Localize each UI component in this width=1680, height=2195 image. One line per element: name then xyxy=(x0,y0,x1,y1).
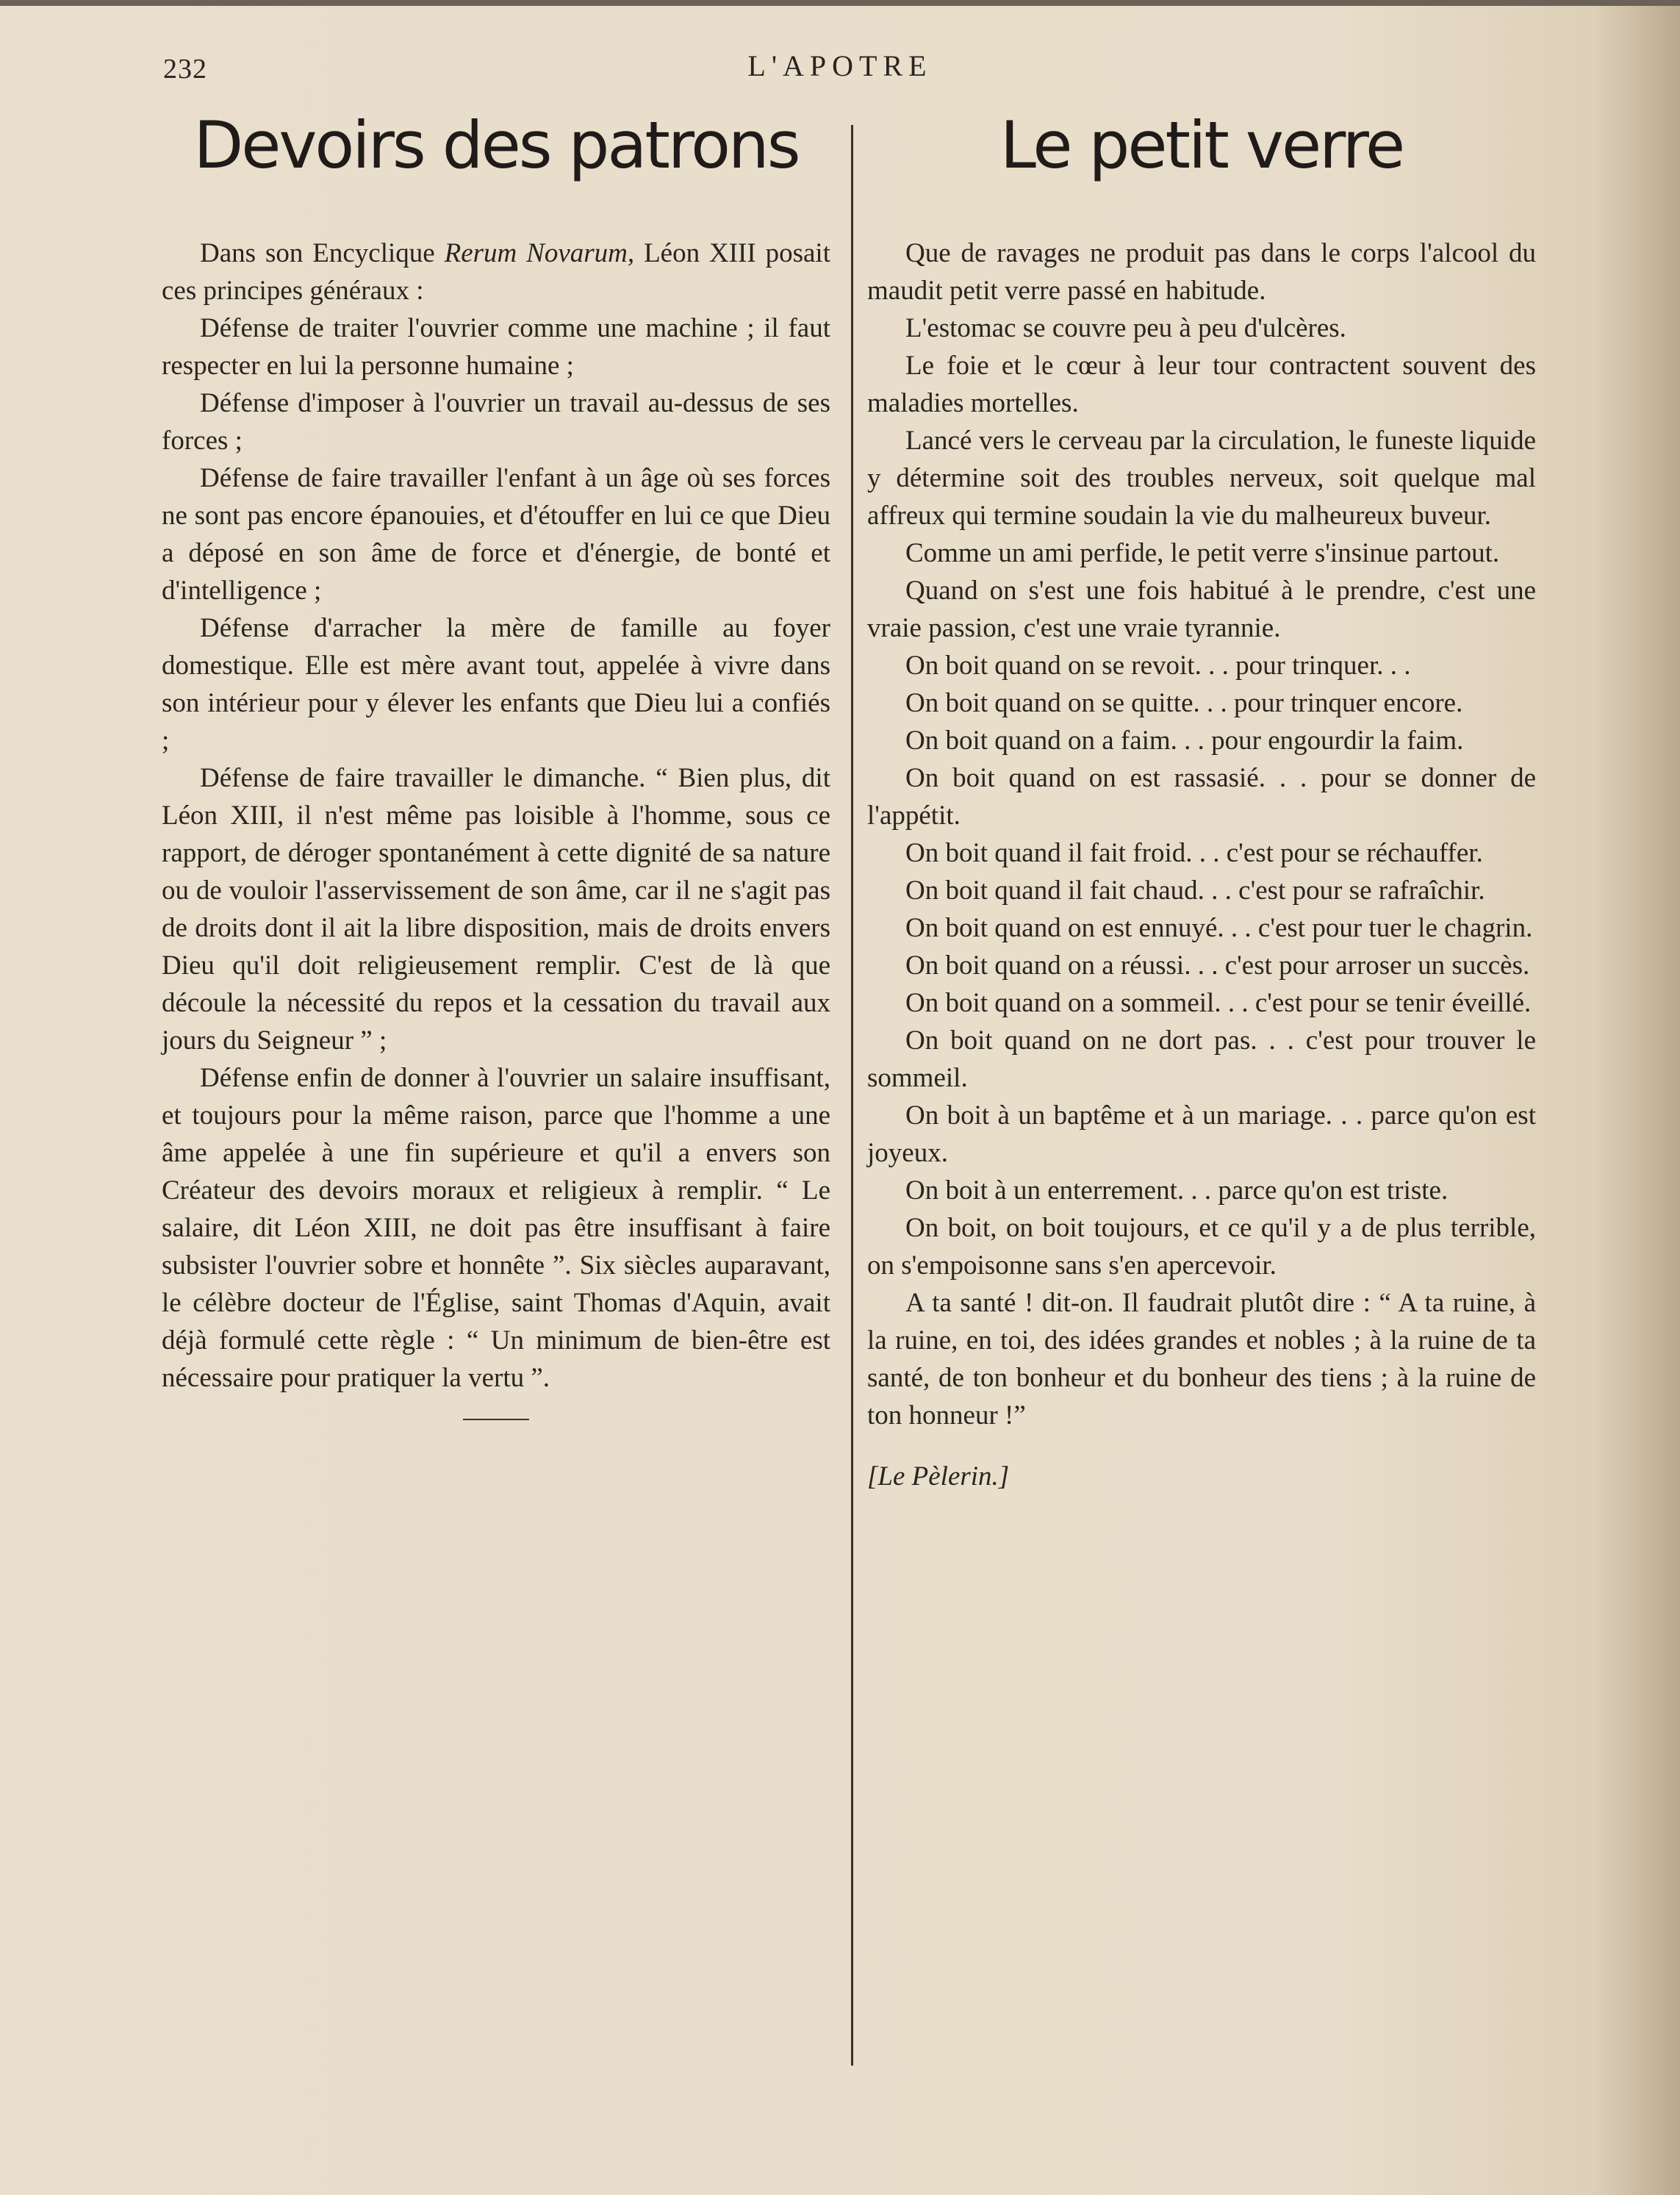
right-paragraph: On boit quand on a faim. . . pour engourdir la faim. xyxy=(905,725,1464,756)
article-end-rule xyxy=(463,1419,529,1420)
right-paragraph: On boit quand on a réussi. . . c'est pour arroser un succès. xyxy=(905,950,1530,981)
intro-text-end: Léon XIII posait ces principes généraux : xyxy=(162,237,830,306)
right-paragraph: On boit à un baptême et à un mariage. . . parce qu'on est joyeux. xyxy=(867,1100,1536,1168)
right-paragraph: On boit quand on est ennuyé. . . c'est pour tuer le chagrin. xyxy=(905,912,1533,943)
right-paragraph: A ta santé ! dit-on. Il faudrait plutôt dire : “ A ta ruine, à la ruine, en toi, des idées grandes et nobles ; à la ruine de ta santé, de ton bonheur et du bonheur des tiens ; à la ruine de ton honneur !” xyxy=(867,1287,1536,1430)
left-article-title: Devoirs des patrons xyxy=(193,107,799,183)
right-paragraph: On boit quand on se revoit. . . pour trinquer. . . xyxy=(905,650,1411,681)
right-paragraph: On boit quand on ne dort pas. . . c'est pour trouver le sommeil. xyxy=(867,1025,1536,1093)
right-paragraph: Lancé vers le cerveau par la circulation, le funeste liquide y détermine soit des troubles nerveux, soit quelque mal affreux qui termine soudain la vie du malheureux buveur. xyxy=(867,425,1536,531)
left-paragraph: Défense de faire travailler l'enfant à un âge où ses forces ne sont pas encore épanouies, et d'étouffer en lui ce que Dieu a déposé en son âme de force et d'énergie, de bonté et d'intelligence ; xyxy=(162,462,830,606)
page-number: 232 xyxy=(163,54,207,85)
right-paragraph: L'estomac se couvre peu à peu d'ulcères. xyxy=(905,312,1346,343)
right-paragraph: On boit quand on est rassasié. . . pour se donner de l'appétit. xyxy=(867,762,1536,831)
source-citation: [Le Pèlerin.] xyxy=(867,1461,1010,1492)
top-border-rule xyxy=(0,0,1680,6)
running-head: L'APOTRE xyxy=(747,49,933,82)
right-paragraph: On boit à un enterrement. . . parce qu'on est triste. xyxy=(905,1175,1449,1206)
right-article-title: Le petit verre xyxy=(999,107,1404,183)
right-paragraph: Le foie et le cœur à leur tour contractent souvent des maladies mortelles. xyxy=(867,350,1536,418)
column-divider xyxy=(851,125,853,2066)
right-paragraph: On boit quand il fait froid. . . c'est pour se réchauffer. xyxy=(905,837,1483,868)
right-paragraph: Comme un ami perfide, le petit verre s'insinue partout. xyxy=(905,537,1500,568)
left-article xyxy=(162,107,830,1420)
left-article-intro xyxy=(162,234,830,309)
right-paragraph: Que de ravages ne produit pas dans le corps l'alcool du maudit petit verre passé en habitude. xyxy=(867,237,1536,306)
left-paragraph: Défense d'imposer à l'ouvrier un travail au-dessus de ses forces ; xyxy=(162,387,830,456)
intro-text: Dans son Encyclique xyxy=(200,237,445,268)
left-paragraph: Défense d'arracher la mère de famille au foyer domestique. Elle est mère avant tout, appelée à vivre dans son intérieur pour y élever les enfants que Dieu lui a confiés ; xyxy=(162,612,830,756)
right-article xyxy=(867,107,1536,1495)
left-paragraph: Défense de traiter l'ouvrier comme une machine ; il faut respecter en lui la personne humaine ; xyxy=(162,312,830,381)
right-paragraph: On boit quand il fait chaud. . . c'est pour se rafraîchir. xyxy=(905,875,1485,906)
left-paragraph: Défense de faire travailler le dimanche. “ Bien plus, dit Léon XIII, il n'est même pas loisible à l'homme, sous ce rapport, de déroger spontanément à cette dignité de sa nature ou de vouloir l'asservissement de son âme, car il ne s'agit pas de droits dont il ait la libre disposition, mais de droits envers Dieu qu'il doit religieusement remplir. C'est de là que découle la nécessité du repos et la cessation du travail aux jours du Seigneur ” ; xyxy=(162,762,830,1056)
encyclical-title: Rerum Novarum, xyxy=(444,237,635,268)
right-paragraph: On boit quand on a sommeil. . . c'est pour se tenir éveillé. xyxy=(905,987,1532,1018)
right-paragraph: On boit quand on se quitte. . . pour trinquer encore. xyxy=(905,687,1463,718)
left-paragraph: Défense enfin de donner à l'ouvrier un salaire insuffisant, et toujours pour la même raison, parce que l'homme a une âme appelée à une fin supérieure et qu'il a envers son Créateur des devoirs moraux et religieux à remplir. “ Le salaire, dit Léon XIII, ne doit pas être insuffisant à faire subsister l'ouvrier sobre et honnête ”. Six siècles auparavant, le célèbre docteur de l'Église, saint Thomas d'Aquin, avait déjà formulé cette règle : “ Un minimum de bien-être est nécessaire pour pratiquer la vertu ”. xyxy=(162,1062,830,1393)
right-paragraph: On boit, on boit toujours, et ce qu'il y a de plus terrible, on s'empoisonne sans s'en apercevoir. xyxy=(867,1212,1536,1281)
right-paragraph: Quand on s'est une fois habitué à le prendre, c'est une vraie passion, c'est une vraie tyrannie. xyxy=(867,575,1536,643)
